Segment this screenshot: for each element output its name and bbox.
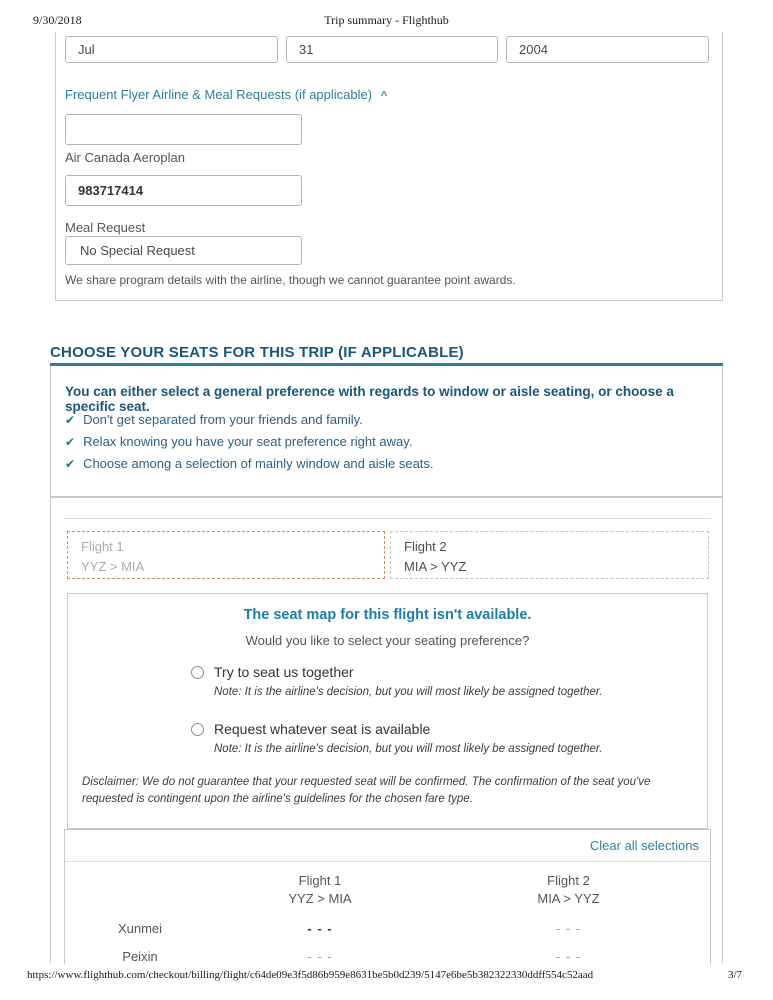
seat-value-flight-2: - - - xyxy=(555,921,582,936)
benefit-item xyxy=(65,456,434,471)
seat-option-together xyxy=(191,664,603,698)
seatmap-unavailable-title: The seat map for this flight isn't available. xyxy=(243,607,532,623)
radio-button[interactable] xyxy=(191,666,204,679)
passenger-seat-table xyxy=(65,863,712,964)
column-route: YYZ > MIA xyxy=(288,891,352,906)
seat-option-any-seat xyxy=(191,721,603,755)
birth-month-field[interactable] xyxy=(65,36,278,63)
chevron-up-icon: ^ xyxy=(380,90,388,102)
seat-benefits-panel xyxy=(50,366,723,497)
benefit-text: Relax knowing you have your seat preference right away. xyxy=(83,434,413,449)
seat-selection-summary-panel xyxy=(64,829,711,964)
print-footer-page-number: 3/7 xyxy=(727,969,742,981)
program-details-note: We share program details with the airline, though we cannot guarantee point awards. xyxy=(65,273,516,287)
check-icon: ✔ xyxy=(65,413,76,427)
seat-option-note: Note: It is the airline's decision, but you will most likely be assigned together. xyxy=(214,686,603,698)
seat-option-note: Note: It is the airline's decision, but you will most likely be assigned together. xyxy=(214,743,603,755)
tab-flight-1-route: YYZ > MIA xyxy=(81,559,145,574)
tab-flight-2[interactable] xyxy=(390,531,709,579)
frequent-flyer-number-field[interactable] xyxy=(65,175,302,206)
tab-flight-1[interactable] xyxy=(67,531,385,579)
table-row xyxy=(65,921,712,936)
benefit-item xyxy=(65,412,363,427)
clear-selections-row xyxy=(65,830,710,862)
table-header-row xyxy=(65,863,712,908)
print-header-date: 9/30/2018 xyxy=(33,13,82,27)
table-row xyxy=(65,949,712,964)
choose-seats-heading: CHOOSE YOUR SEATS FOR THIS TRIP (IF APPLICABLE) xyxy=(50,344,464,361)
print-header-title: Trip summary - Flighthub xyxy=(324,13,449,27)
seat-selection-panel xyxy=(50,497,723,963)
seat-value-flight-2: - - - xyxy=(555,949,582,964)
tab-flight-2-route: MIA > YYZ xyxy=(404,559,467,574)
seatmap-preference-question: Would you like to select your seating preference? xyxy=(245,633,530,648)
table-header-empty xyxy=(65,872,215,908)
benefit-text: Don't get separated from your friends and family. xyxy=(83,412,363,427)
column-label: Flight 2 xyxy=(547,873,590,888)
passenger-name: Xunmei xyxy=(117,921,163,936)
frequent-flyer-program-label: Air Canada Aeroplan xyxy=(65,150,185,165)
seat-benefits-intro: You can either select a general preference with regards to window or aisle seating, or choose a specific seat. xyxy=(65,384,674,414)
seat-option-label[interactable]: Request whatever seat is available xyxy=(214,721,431,737)
birth-year-field[interactable] xyxy=(506,36,709,63)
check-icon: ✔ xyxy=(65,435,76,449)
meal-request-select[interactable]: No Special Request xyxy=(65,236,302,265)
seat-value-flight-1: - - - xyxy=(307,921,333,936)
birth-day-field[interactable] xyxy=(286,36,498,63)
frequent-flyer-airline-field[interactable] xyxy=(65,114,302,145)
divider xyxy=(64,518,711,519)
tab-flight-1-label: Flight 1 xyxy=(81,539,124,554)
seatmap-unavailable-panel xyxy=(67,593,708,829)
frequent-flyer-toggle-link[interactable] xyxy=(65,87,387,102)
radio-button[interactable] xyxy=(191,723,204,736)
seat-value-flight-1: - - - xyxy=(307,949,333,964)
column-label: Flight 1 xyxy=(298,873,342,888)
seat-disclaimer: Disclaimer: We do not guarantee that your requested seat will be confirmed. The confirmation of the seat you've requested is contingent upon the airline's guidelines for the chosen fare type. xyxy=(82,776,651,805)
benefit-text: Choose among a selection of mainly window and aisle seats. xyxy=(83,456,434,471)
column-route: MIA > YYZ xyxy=(537,891,600,906)
meal-request-label: Meal Request xyxy=(65,220,146,235)
table-header-flight-1 xyxy=(215,872,425,908)
seat-option-label[interactable]: Try to seat us together xyxy=(214,664,354,680)
benefit-item xyxy=(65,434,412,449)
print-footer-url: https://www.flighthub.com/checkout/billing/flight/c64de09e3f5d86b959e8631be5b0d239/5147e6be5b382322330ddff554c52aad xyxy=(27,969,594,981)
traveler-details-panel xyxy=(55,32,723,301)
check-icon: ✔ xyxy=(65,457,76,471)
passenger-name: Peixin xyxy=(122,949,158,964)
clear-all-selections-link[interactable]: Clear all selections xyxy=(589,838,699,853)
table-header-flight-2 xyxy=(425,872,712,908)
frequent-flyer-toggle-label: Frequent Flyer Airline & Meal Requests (if applicable) xyxy=(65,87,373,102)
tab-flight-2-label: Flight 2 xyxy=(404,539,447,554)
